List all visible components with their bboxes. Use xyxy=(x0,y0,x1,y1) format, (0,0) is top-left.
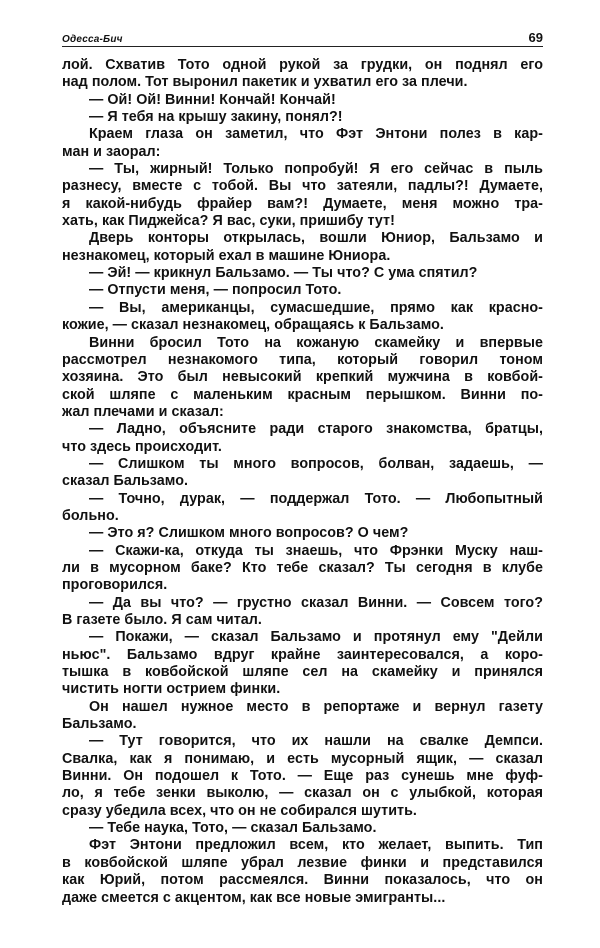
text-line: хозяина. Это был невысокий крепкий мужчина в ковбой- xyxy=(62,369,543,386)
text-line: — Ой! Ой! Винни! Кончай! Кончай! xyxy=(89,91,336,108)
page-number: 69 xyxy=(528,30,543,45)
text-line: — Вы, американцы, сумасшедшие, прямо как красно- xyxy=(89,299,543,316)
text-line: — Ты, жирный! Только попробуй! Я его сейчас в пыль xyxy=(89,161,543,178)
text-line: — Тебе наука, Тото, — сказал Бальзамо. xyxy=(89,820,377,837)
text-line: даже смеется с акцентом, как все новые эмигранты... xyxy=(62,889,446,906)
text-line: сказал Бальзамо. xyxy=(62,473,189,490)
text-line: над полом. Тот выронил пакетик и ухватил его за плечи. xyxy=(62,74,468,91)
text-line: — Это я? Слишком много вопросов? О чем? xyxy=(89,525,409,542)
text-line: Фэт Энтони предложил всем, кто желает, выпить. Тип xyxy=(89,837,543,854)
text-line: разнесу, вместе с тобой. Вы что затеяли, падлы?! Думаете, xyxy=(62,178,543,195)
text-line: ло, я тебе зенки выколю, — сказал он с улыбкой, которая xyxy=(62,785,543,802)
text-line: — Эй! — крикнул Бальзамо. — Ты что? С ума спятил? xyxy=(89,265,478,282)
text-line: незнакомец, который ехал в машине Юниора. xyxy=(62,247,391,264)
text-line: — Слишком ты много вопросов, болван, задаешь, — xyxy=(89,455,543,472)
text-line: ли в мусорном баке? Кто тебе сказал? Ты сегодня в клубе xyxy=(62,559,543,576)
text-line: Бальзамо. xyxy=(62,716,137,733)
text-line: тышка в ковбойской шляпе сел на скамейку и принялся xyxy=(62,664,543,681)
text-line: кожие, — сказал незнакомец, обращаясь к Бальзамо. xyxy=(62,317,444,334)
text-line: Винни бросил Тото на кожаную скамейку и впервые xyxy=(89,334,543,351)
text-line: я какой-нибудь фрайер вам?! Думаете, меня можно тра- xyxy=(62,195,543,212)
text-line: рассмотрел незнакомого типа, который говорил тоном xyxy=(62,351,543,368)
text-line: лой. Схватив Тото одной рукой за грудки, он поднял его xyxy=(62,57,543,73)
text-line: — Тут говорится, что их нашли на свалке Демпси. xyxy=(89,733,543,750)
text-line: больно. xyxy=(62,507,119,524)
text-line: жал плечами и сказал: xyxy=(62,403,224,420)
text-line: что здесь происходит. xyxy=(62,438,222,455)
text-line: хать, как Пиджейса? Я вас, суки, пришибу тут! xyxy=(62,213,395,230)
text-line: Винни. Он подошел к Тото. — Еще раз сунешь мне фуф- xyxy=(62,768,543,785)
text-line: — Да вы что? — грустно сказал Винни. — Совсем того? xyxy=(89,594,543,611)
text-line: как Юрий, потом рассмеялся. Винни показалось, что он xyxy=(62,872,543,889)
text-line: — Отпусти меня, — попросил Тото. xyxy=(89,282,342,299)
text-line: ньюс". Бальзамо вдруг крайне заинтересовался, а коро- xyxy=(62,646,543,663)
text-line: ской шляпе с маленьким красным перышком. Винни по- xyxy=(62,386,543,403)
text-line: ман и заорал: xyxy=(62,143,161,160)
text-line: чистить ногти острием финки. xyxy=(62,681,281,698)
page-body-text xyxy=(62,57,543,907)
text-line: Свалка, как я понимаю, и есть мусорный ящик, — сказал xyxy=(62,750,543,767)
running-title: Одесса-Бич xyxy=(62,34,123,45)
text-line: сразу убедила всех, что он не собирался шутить. xyxy=(62,802,417,819)
text-line: — Я тебя на крышу закину, понял?! xyxy=(89,109,343,126)
text-line: в ковбойской шляпе убрал лезвие финки и представился xyxy=(62,854,543,871)
text-line: — Скажи-ка, откуда ты знаешь, что Фрэнки Муску наш- xyxy=(89,542,543,559)
text-line: проговорился. xyxy=(62,577,168,594)
text-line: — Точно, дурак, — поддержал Тото. — Любопытный xyxy=(89,490,543,507)
running-header xyxy=(62,28,543,47)
text-line: Дверь конторы открылась, вошли Юниор, Бальзамо и xyxy=(89,230,543,247)
text-line: — Покажи, — сказал Бальзамо и протянул ему "Дейли xyxy=(89,629,543,646)
text-line: Он нашел нужное место в репортаже и вернул газету xyxy=(89,698,543,715)
text-line: Краем глаза он заметил, что Фэт Энтони полез в кар- xyxy=(89,126,543,143)
text-line: В газете было. Я сам читал. xyxy=(62,612,262,628)
book-page xyxy=(62,28,543,907)
text-line: — Ладно, объясните ради старого знакомства, братцы, xyxy=(89,421,543,438)
